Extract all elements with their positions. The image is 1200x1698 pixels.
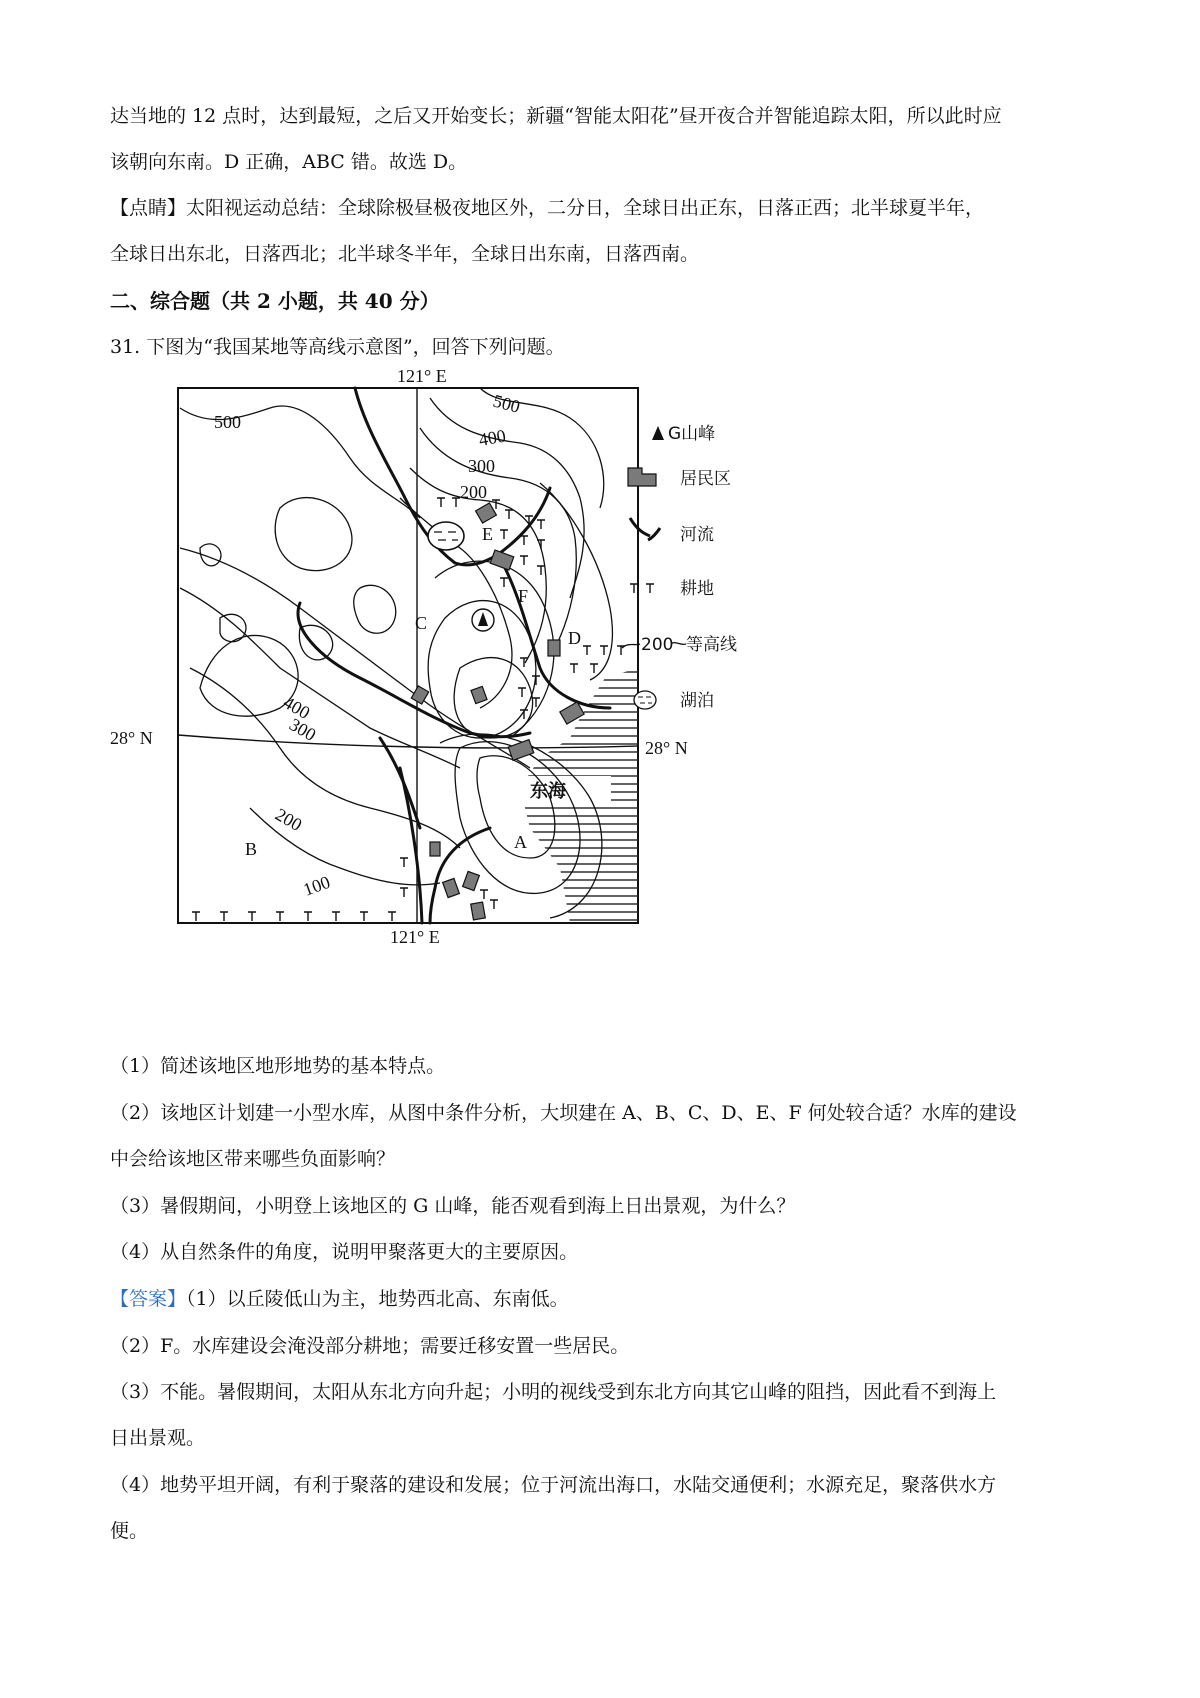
legend-peak-label: G山峰 (668, 424, 716, 444)
paragraph-line: 达当地的 12 点时，达到最短，之后又开始变长；新疆“智能太阳花”昼开夜合并智能追踪太阳，所以此时应 (110, 105, 1002, 127)
answer-line: 便。 (110, 1520, 149, 1542)
answer-line: （3）不能。暑假期间，太阳从东北方向升起；小明的视线受到东北方向其它山峰的阻挡，因此看不到海上 (110, 1381, 997, 1403)
longitude-label-bottom: 121° E (390, 927, 440, 947)
map-legend (622, 424, 737, 711)
question-title: 31. 下图为“我国某地等高线示意图”，回答下列问题。 (110, 336, 565, 358)
sea-label: 东海 (530, 781, 566, 802)
answer-line: 日出景观。 (110, 1427, 206, 1449)
legend-residential-label: 居民区 (680, 469, 731, 489)
point-label-a: A (514, 832, 527, 852)
longitude-label-top: 121° E (397, 366, 447, 386)
point-label-b: B (245, 839, 258, 859)
paragraph-line: 该朝向东南。D 正确，ABC 错。故选 D。 (110, 151, 468, 173)
answer-line (110, 1286, 1100, 1312)
sub-question: （1）简述该地区地形地势的基本特点。 (110, 1055, 446, 1077)
legend-river-label: 河流 (680, 525, 714, 545)
latitude-label-right: 28° N (645, 738, 688, 758)
contour-label: 500 (214, 412, 241, 432)
point-label-e: E (482, 524, 493, 544)
answer-tag: 【答案】 (110, 1288, 187, 1310)
answer-text: （1）以丘陵低山为主，地势西北高、东南低。 (186, 1288, 569, 1310)
lake (428, 522, 464, 550)
residential-legend-icon (628, 468, 656, 486)
sub-question: 中会给该地区带来哪些负面影响？ (110, 1148, 396, 1170)
paragraph-line: 【点睛】太阳视运动总结：全球除极昼极夜地区外，二分日，全球日出正东，日落正西；北半球夏半年， (110, 197, 985, 219)
answer-line: （2）F。水库建设会淹没部分耕地；需要迁移安置一些居民。 (110, 1335, 630, 1357)
contour-label: 100 (300, 871, 333, 900)
contour-label: 300 (468, 456, 495, 476)
sub-question: （2）该地区计划建一小型水库，从图中条件分析，大坝建在 A、B、C、D、E、F 何处较合适？水库的建设 (110, 1102, 1017, 1124)
answer-line: （4）地势平坦开阔，有利于聚落的建设和发展；位于河流出海口，水陆交通便利；水源充足，聚落供水方 (110, 1474, 997, 1496)
point-label-d: D (568, 628, 581, 648)
legend-farmland-label: 耕地 (680, 579, 714, 599)
river-legend-icon (630, 518, 660, 540)
legend-contour-label: 等高线 (686, 635, 737, 655)
contour-label: 300 (286, 714, 320, 745)
contour-map-figure (100, 366, 820, 1028)
contour-label: 400 (477, 425, 508, 450)
contour-label: 200 (460, 482, 487, 502)
peak-g-icon (472, 609, 494, 631)
paragraph-line: 全球日出东北，日落西北；北半球冬半年，全球日出东南，日落西南。 (110, 243, 700, 265)
sub-question: （3）暑假期间，小明登上该地区的 G 山峰，能否观看到海上日出景观，为什么？ (110, 1195, 796, 1217)
latitude-label-left: 28° N (110, 728, 153, 748)
contour-label: 500 (490, 390, 523, 417)
lake-legend-icon (634, 691, 656, 709)
peak-legend-icon (652, 426, 664, 440)
contour-label: 200 (272, 804, 306, 835)
point-label-f: F (518, 586, 529, 606)
point-label-c: C (415, 613, 428, 633)
legend-lake-label: 湖泊 (680, 691, 714, 711)
legend-contour-value: 200 (641, 635, 674, 655)
farmland-legend-icon (630, 584, 654, 593)
sub-question: （4）从自然条件的角度，说明甲聚落更大的主要原因。 (110, 1241, 579, 1263)
contour-label: 400 (280, 692, 314, 723)
section-title: 二、综合题（共 2 小题，共 40 分） (110, 289, 440, 313)
